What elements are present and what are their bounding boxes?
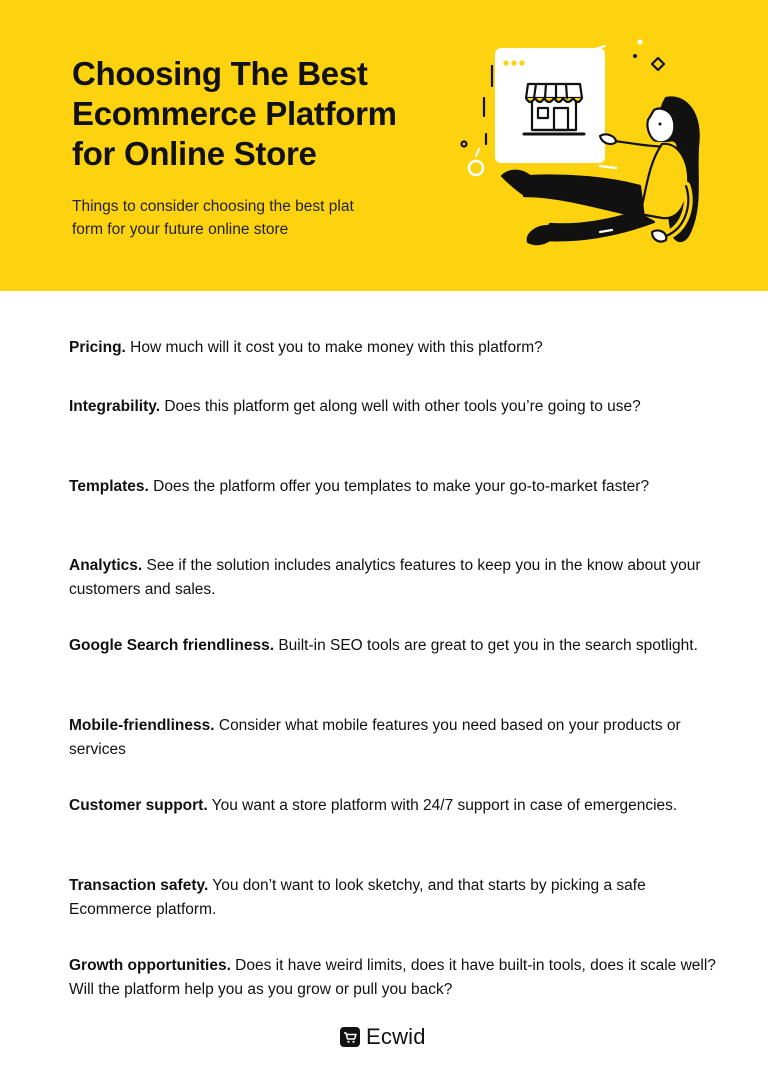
list-item-google-search: [69, 634, 719, 658]
store-icon: [524, 84, 584, 134]
list-item-analytics: [69, 554, 719, 602]
page-subtitle-line: form for your future online store: [72, 221, 289, 238]
item-term: Transaction safety.: [69, 877, 209, 894]
page-title-line: Choosing The Best: [72, 55, 368, 92]
page-title-line: for Online Store: [72, 135, 317, 172]
item-term: Mobile-friendliness.: [69, 717, 215, 734]
item-term: Analytics.: [69, 557, 143, 574]
list-item-integrability: [69, 395, 719, 419]
item-text: Does this platform get along well with other tools you’re going to use?: [160, 398, 641, 415]
page-subtitle-line: Things to consider choosing the best plat: [72, 198, 354, 215]
page-subtitle: [72, 195, 442, 241]
woman-holding-store-illustration: [440, 36, 710, 261]
item-text: You don’t want to look sketchy, and that starts by picking a safe Ecommerce platform.: [69, 877, 646, 918]
list-item-growth-opportunities: [69, 954, 719, 1002]
list-item-mobile-friendliness: [69, 714, 719, 762]
list-item-transaction-safety: [69, 874, 719, 922]
page-title-line: Ecommerce Platform: [72, 95, 397, 132]
list-item-pricing: [69, 336, 719, 360]
item-text: Consider what mobile features you need based on your products or services: [69, 717, 681, 758]
list-item-templates: [69, 475, 719, 499]
item-text: Does the platform offer you templates to make your go-to-market faster?: [148, 478, 650, 495]
item-term: Growth opportunities.: [69, 957, 231, 974]
brand-name: Ecwid: [366, 1024, 426, 1049]
list-item-customer-support: [69, 794, 719, 818]
item-text: How much will it cost you to make money with this platform?: [125, 339, 543, 356]
hero-banner: [0, 0, 768, 291]
item-term: Google Search friendliness.: [69, 637, 275, 654]
page-title: [72, 54, 472, 174]
item-text: Built-in SEO tools are great to get you in the search spotlight.: [274, 637, 698, 654]
item-term: Integrability.: [69, 398, 161, 415]
item-term: Pricing.: [69, 339, 126, 356]
item-term: Customer support.: [69, 797, 208, 814]
item-term: Templates.: [69, 478, 149, 495]
cart-icon: [340, 1027, 360, 1047]
brand-logo: [340, 1022, 426, 1052]
item-text: You want a store platform with 24/7 support in case of emergencies.: [207, 797, 678, 814]
item-text: Does it have weird limits, does it have built-in tools, does it scale well? Will the platform help you as you grow or pull you back?: [69, 957, 716, 998]
item-text: See if the solution includes analytics features to keep you in the know about your customers and sales.: [69, 557, 701, 598]
